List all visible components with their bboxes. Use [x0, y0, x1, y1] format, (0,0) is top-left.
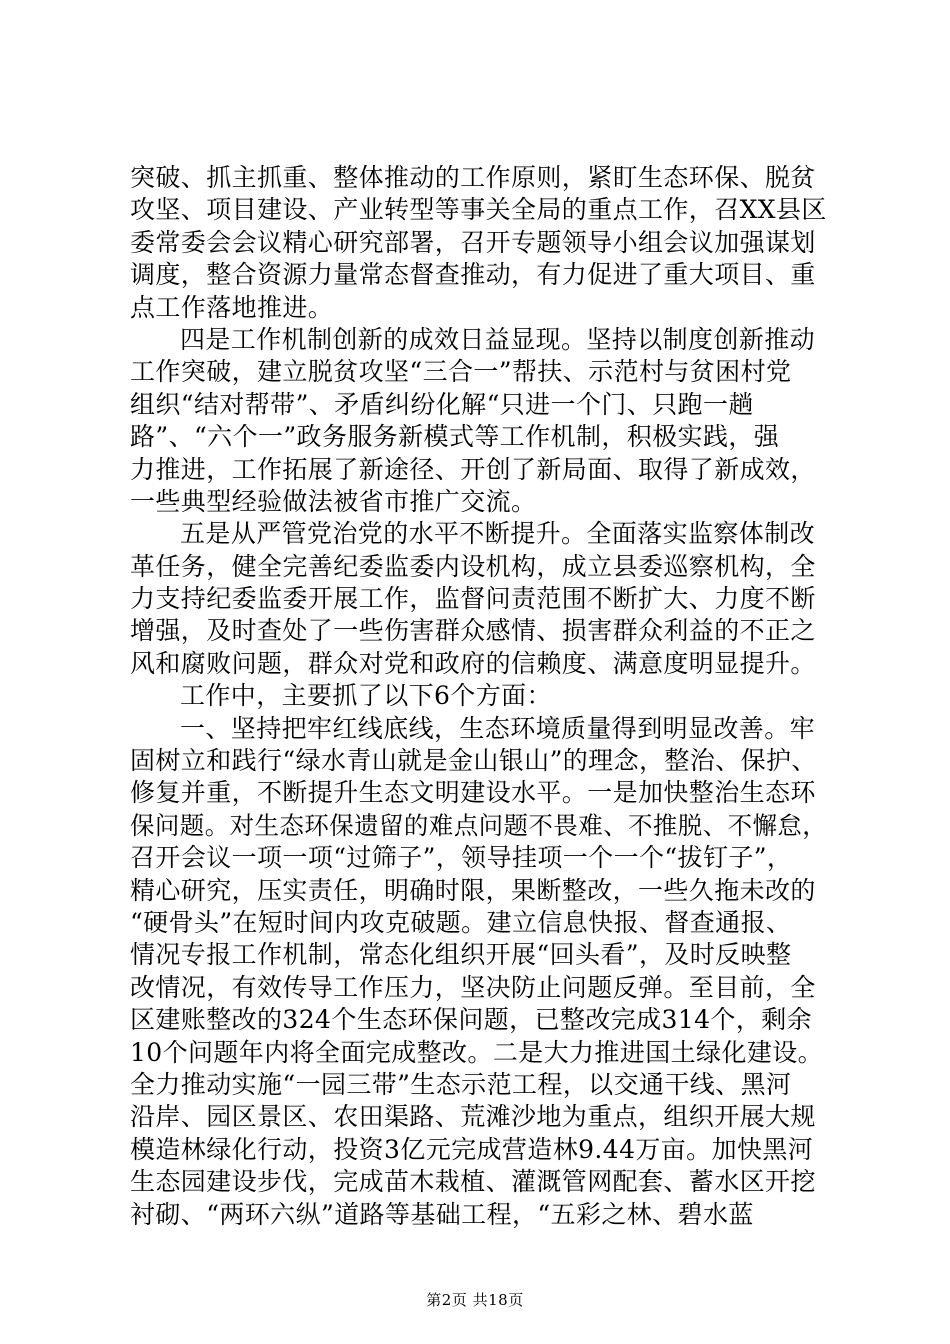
text-line: 路”、“六个一”政务服务新模式等工作机制，积极实践，强 [130, 422, 780, 452]
text-line: 五是从严管党治党的水平不断提升。全面落实监察体制改 [180, 519, 816, 549]
text-line: 一些典型经验做法被省市推广交流。 [130, 486, 537, 516]
text-line: 攻坚、项目建设、产业转型等事关全局的重点工作，召XX县区 [130, 195, 827, 225]
document-body [130, 162, 830, 1231]
text-line: 精心研究，压实责任，明确时限，果断整改，一些久拖未改的 [130, 875, 816, 905]
text-line: 固树立和践行“绿水青山就是金山银山”的理念，整治、保护、 [130, 746, 817, 776]
text-line: 点工作落地推进。 [130, 292, 334, 322]
text-line: 修复并重，不断提升生态文明建设水平。一是加快整治生态环 [130, 778, 816, 808]
text-line: 区建账整改的324个生态环保问题，已整改完成314个，剩余 [130, 1005, 813, 1035]
text-line: 改情况，有效传导工作压力，坚决防止问题反弹。至目前，全 [130, 972, 816, 1002]
text-line: “硬骨头”在短时间内攻克破题。建立信息快报、督查通报、 [130, 907, 792, 937]
text-line: 全力推动实施“一园三带”生态示范工程，以交通干线、黑河 [130, 1069, 792, 1099]
text-line: 召开会议一项一项“过筛子”，领导挂项一个一个“拔钉子”， [130, 843, 793, 873]
text-line: 情况专报工作机制，常态化组织开展“回头看”，及时反映整 [130, 940, 792, 970]
text-line: 突破、抓主抓重、整体推动的工作原则，紧盯生态环保、脱贫 [130, 163, 816, 192]
text-line: 模造林绿化行动，投资3亿元完成营造林9.44万亩。加快黑河 [130, 1134, 814, 1164]
text-line: 增强，及时查处了一些伤害群众感情、损害群众利益的不正之 [130, 616, 816, 646]
text-line: 革任务，健全完善纪委监委内设机构，成立县委巡察机构，全 [130, 551, 816, 581]
text-line: 工作中，主要抓了以下6个方面： [180, 681, 552, 711]
text-line: 一、坚持把牢红线底线，生态环境质量得到明显改善。牢 [180, 713, 816, 743]
text-line: 风和腐败问题，群众对党和政府的信赖度、满意度明显提升。 [130, 648, 816, 678]
text-line: 工作突破，建立脱贫攻坚“三合一”帮扶、示范村与贫困村党 [130, 357, 792, 387]
text-line: 保问题。对生态环保遗留的难点问题不畏难、不推脱、不懈怠， [130, 810, 828, 840]
text-line: 调度，整合资源力量常态督查推动，有力促进了重大项目、重 [130, 260, 816, 290]
text-line: 力推进，工作拓展了新途径、开创了新局面、取得了新成效， [130, 454, 816, 484]
text-line: 生态园建设步伐，完成苗木栽植、灌溉管网配套、蓄水区开挖 [130, 1167, 816, 1197]
text-line: 10个问题年内将全面完成整改。二是大力推进国土绿化建设。 [130, 1037, 824, 1067]
text-line: 衬砌、“两环六纵”道路等基础工程，“五彩之林、碧水蓝 [130, 1199, 754, 1229]
text-line: 组织“结对帮带”、矛盾纠纷化解“只进一个门、只跑一趟 [130, 389, 754, 419]
text-line: 沿岸、园区景区、农田渠路、荒滩沙地为重点，组织开展大规 [130, 1102, 816, 1132]
text-line: 四是工作机制创新的成效日益显现。坚持以制度创新推动 [180, 324, 816, 354]
text-line: 委常委会会议精心研究部署，召开专题领导小组会议加强谋划 [130, 227, 816, 257]
text-line: 力支持纪委监委开展工作，监督问责范围不断扩大、力度不断 [130, 584, 816, 614]
page-footer: 第2页 共18页 [426, 1291, 524, 1309]
